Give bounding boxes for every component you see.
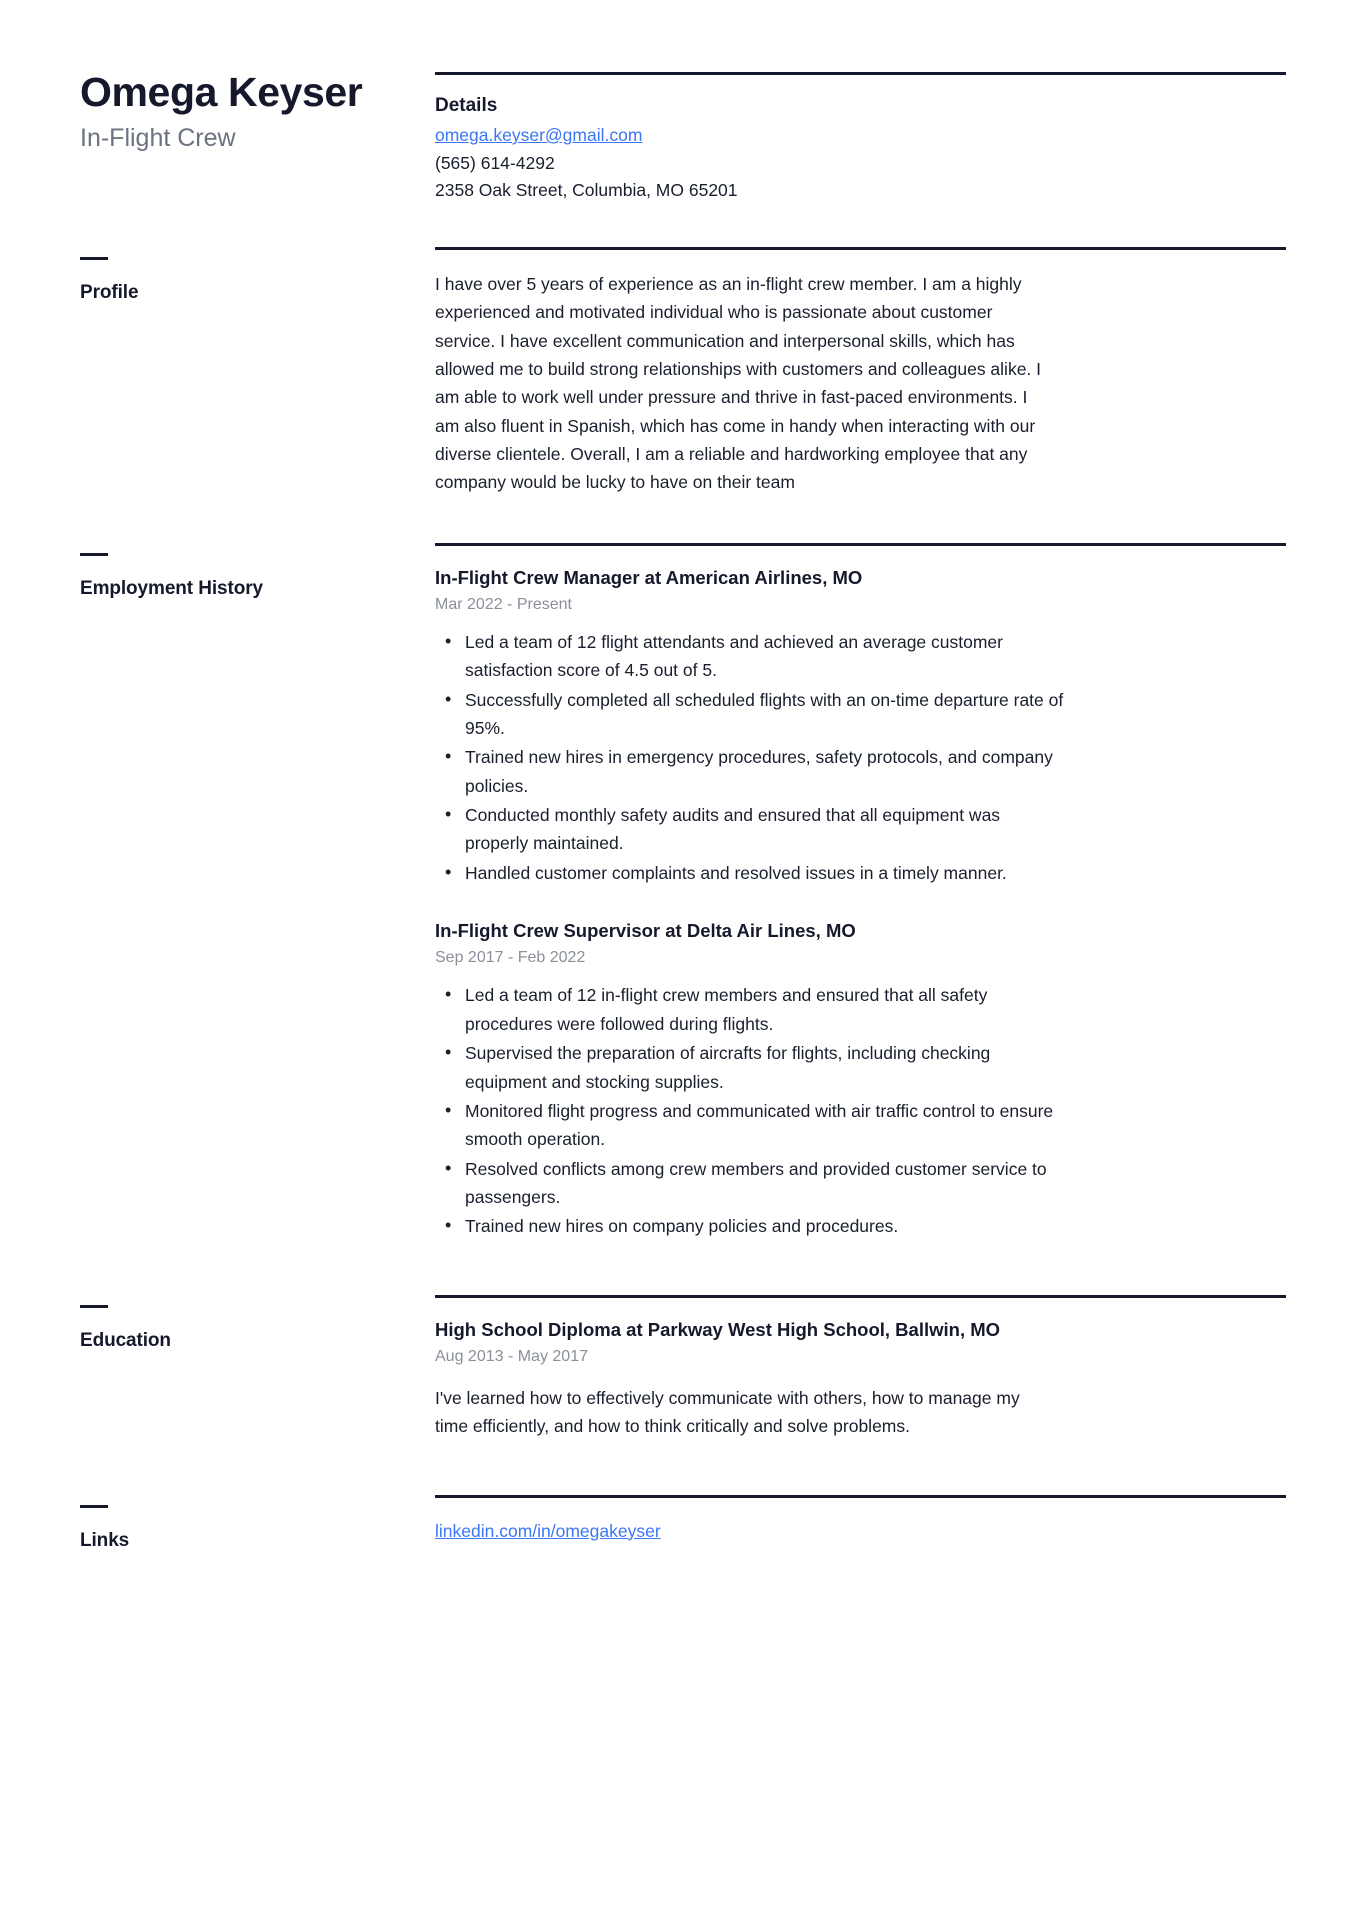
- section-dash-icon: [80, 553, 108, 556]
- detail-phone: (565) 614-4292: [435, 152, 555, 173]
- list-item: • Handled customer complaints and resolved issues in a timely manner.: [465, 859, 1065, 887]
- employment-label-block: [80, 543, 435, 600]
- links-section-label: Links: [80, 1529, 130, 1551]
- education-entry-date: Aug 2013 - May 2017: [435, 1347, 588, 1365]
- detail-address: 2358 Oak Street, Columbia, MO 65201: [435, 180, 738, 201]
- list-item: • Successfully completed all scheduled flights with an on-time departure rate of 95%.: [465, 686, 1065, 743]
- education-entry: [435, 1318, 1286, 1441]
- education-section: [80, 1295, 1286, 1447]
- education-section-label: Education: [80, 1329, 171, 1351]
- profile-section-label: Profile: [80, 281, 139, 303]
- employment-entry-title: In-Flight Crew Manager at American Airlines, MO: [435, 566, 863, 588]
- email-link[interactable]: omega.keyser@gmail.com: [435, 125, 643, 145]
- list-item: • Trained new hires on company policies and procedures.: [465, 1212, 1065, 1240]
- details-heading: Details: [435, 95, 498, 116]
- profile-body: [435, 250, 1286, 497]
- candidate-name: Omega Keyser: [80, 69, 363, 115]
- profile-section: [80, 247, 1286, 497]
- list-item: • Supervised the preparation of aircrafts for flights, including checking equipment and stocking supplies.: [465, 1039, 1065, 1096]
- employment-content: [435, 543, 1286, 1247]
- list-item: • Led a team of 12 flight attendants and achieved an average customer satisfaction score of 4.5 out of 5.: [465, 628, 1065, 685]
- employment-section-label: Employment History: [80, 577, 263, 599]
- links-section: [80, 1495, 1286, 1552]
- links-label-block: [80, 1495, 435, 1552]
- section-dash-icon: [80, 1305, 108, 1308]
- employment-body: [435, 546, 1286, 1241]
- links-body: [435, 1498, 1286, 1546]
- details-body: [435, 75, 1286, 205]
- employment-entry-title: In-Flight Crew Supervisor at Delta Air Lines, MO: [435, 920, 856, 942]
- employment-entry-date: Mar 2022 - Present: [435, 595, 572, 613]
- linkedin-link[interactable]: linkedin.com/in/omegakeyser: [435, 1520, 661, 1541]
- resume-header: [80, 62, 1286, 205]
- employment-entry-bullets: [435, 628, 1286, 887]
- education-entry-title: High School Diploma at Parkway West High School, Ballwin, MO: [435, 1318, 1001, 1340]
- employment-entry-bullets: [435, 981, 1286, 1240]
- list-item: • Monitored flight progress and communicated with air traffic control to ensure smooth operation.: [465, 1097, 1065, 1154]
- employment-entry: [435, 566, 1286, 887]
- education-label-block: [80, 1295, 435, 1352]
- details-section: [435, 62, 1286, 205]
- header-identity: [80, 62, 435, 154]
- employment-section: [80, 543, 1286, 1247]
- education-body: [435, 1298, 1286, 1441]
- employment-entry: [435, 919, 1286, 1240]
- profile-content: [435, 247, 1286, 497]
- education-entry-description: I've learned how to effectively communicate with others, how to manage my time efficiently, and how to think critically and solve problems.: [435, 1387, 1020, 1437]
- links-content: [435, 1495, 1286, 1546]
- profile-label-block: [80, 247, 435, 304]
- detail-email-row: [435, 122, 1286, 150]
- list-item: • Trained new hires in emergency procedures, safety protocols, and company policies.: [465, 743, 1065, 800]
- candidate-job-title: In-Flight Crew: [80, 123, 236, 152]
- list-item: • Conducted monthly safety audits and ensured that all equipment was properly maintained.: [465, 801, 1065, 858]
- list-item: • Resolved conflicts among crew members and provided customer service to passengers.: [465, 1155, 1065, 1212]
- employment-entry-date: Sep 2017 - Feb 2022: [435, 949, 586, 967]
- section-dash-icon: [80, 257, 108, 260]
- list-item: • Led a team of 12 in-flight crew members and ensured that all safety procedures were followed during flights.: [465, 981, 1065, 1038]
- section-dash-icon: [80, 1505, 108, 1508]
- profile-text: I have over 5 years of experience as an in-flight crew member. I am a highly experienced and motivated individual who is passionate about customer service. I have excellent communication and interpersonal skills, which has allowed me to build strong relationships with customers and colleagues alike. I am able to work well under pressure and thrive in fast-paced environments. I am also fluent in Spanish, which has come in handy when interacting with our diverse clientele. Overall, I am a reliable and hardworking employee that any company would be lucky to have on their team: [435, 273, 1042, 493]
- education-content: [435, 1295, 1286, 1447]
